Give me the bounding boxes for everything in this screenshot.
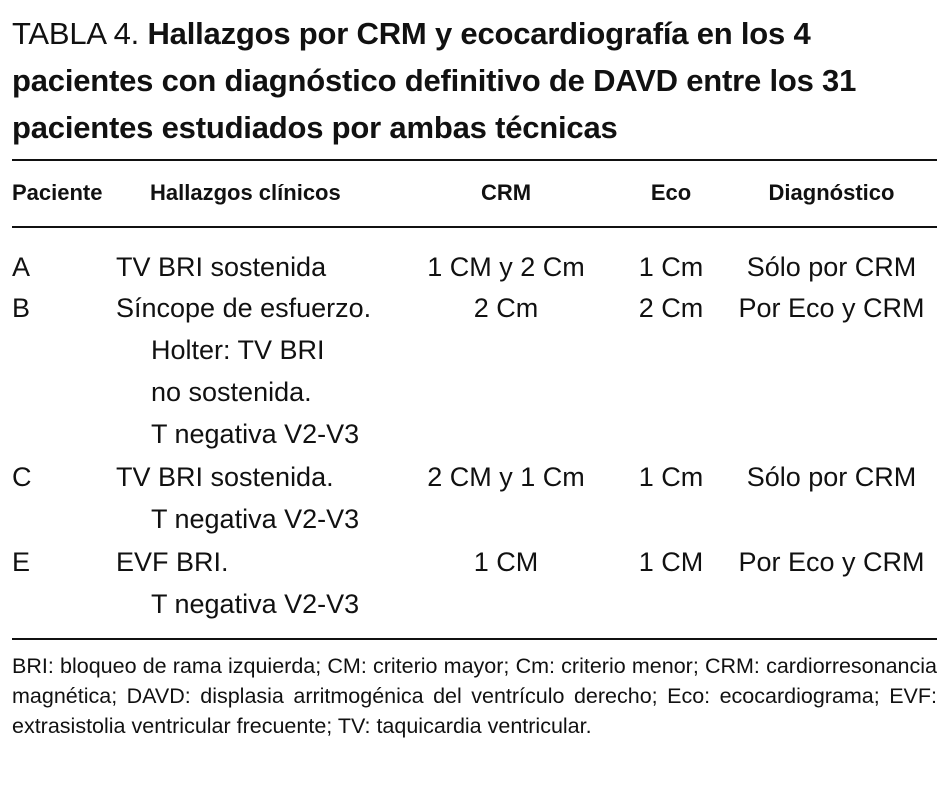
cell-crm: 1 CM y 2 Cm xyxy=(427,252,585,282)
header-crm: CRM xyxy=(480,180,532,205)
hallazgo-line: no sostenida. xyxy=(151,377,312,407)
cell-diagnostico: Por Eco y CRM xyxy=(738,293,925,323)
hallazgo-line: Holter: TV BRI xyxy=(151,335,325,365)
cell-diagnostico: Por Eco y CRM xyxy=(738,547,925,577)
cell-paciente: B xyxy=(12,293,31,323)
cell-crm: 2 CM y 1 Cm xyxy=(427,462,585,492)
hallazgo-line: TV BRI sostenida. xyxy=(116,462,334,492)
cell-paciente: A xyxy=(12,252,31,282)
top-rule xyxy=(12,159,937,161)
cell-eco: 1 Cm xyxy=(638,252,704,282)
cell-paciente: C xyxy=(12,462,32,492)
cell-crm: 1 CM xyxy=(473,547,539,577)
table-footnote: BRI: bloqueo de rama izquierda; CM: criterio mayor; Cm: criterio menor; CRM: cardiorresonancia magnética; DAVD: displasia arritmogénica del ventrículo derecho; Eco: ecocardiograma; EVF: extrasistolia ventricular frecuente; TV: taquicardia ventricular. xyxy=(12,654,937,738)
header-hallazgos: Hallazgos clínicos xyxy=(150,180,341,205)
header-paciente: Paciente xyxy=(12,180,103,205)
cell-eco: 2 Cm xyxy=(638,293,704,323)
cell-hallazgos xyxy=(116,541,359,625)
hallazgo-line: Síncope de esfuerzo. xyxy=(116,293,372,323)
hallazgo-line: T negativa V2-V3 xyxy=(151,589,360,619)
cell-diagnostico: Sólo por CRM xyxy=(746,252,917,282)
cell-paciente: E xyxy=(12,547,31,577)
hallazgo-line: T negativa V2-V3 xyxy=(151,419,360,449)
table-caption: Hallazgos por CRM y ecocardiografía en los 4 pacientes con diagnóstico definitivo de DAVD entre los 31 pacientes estudiados por ambas técnicas xyxy=(12,16,857,145)
header-rule xyxy=(12,226,937,228)
cell-hallazgos xyxy=(116,287,371,455)
hallazgo-line: T negativa V2-V3 xyxy=(151,504,360,534)
cell-diagnostico: Sólo por CRM xyxy=(746,462,917,492)
cell-eco: 1 CM xyxy=(638,547,704,577)
cell-hallazgos xyxy=(116,246,326,288)
hallazgo-line: TV BRI sostenida xyxy=(116,252,327,282)
header-eco: Eco xyxy=(650,180,692,205)
cell-hallazgos xyxy=(116,456,359,540)
hallazgo-line: EVF BRI. xyxy=(116,547,229,577)
cell-crm: 2 Cm xyxy=(473,293,539,323)
cell-eco: 1 Cm xyxy=(638,462,704,492)
header-diagnostico: Diagnóstico xyxy=(768,180,895,205)
table-title xyxy=(12,10,937,151)
bottom-rule xyxy=(12,638,937,640)
table-number: TABLA 4. xyxy=(12,16,140,51)
